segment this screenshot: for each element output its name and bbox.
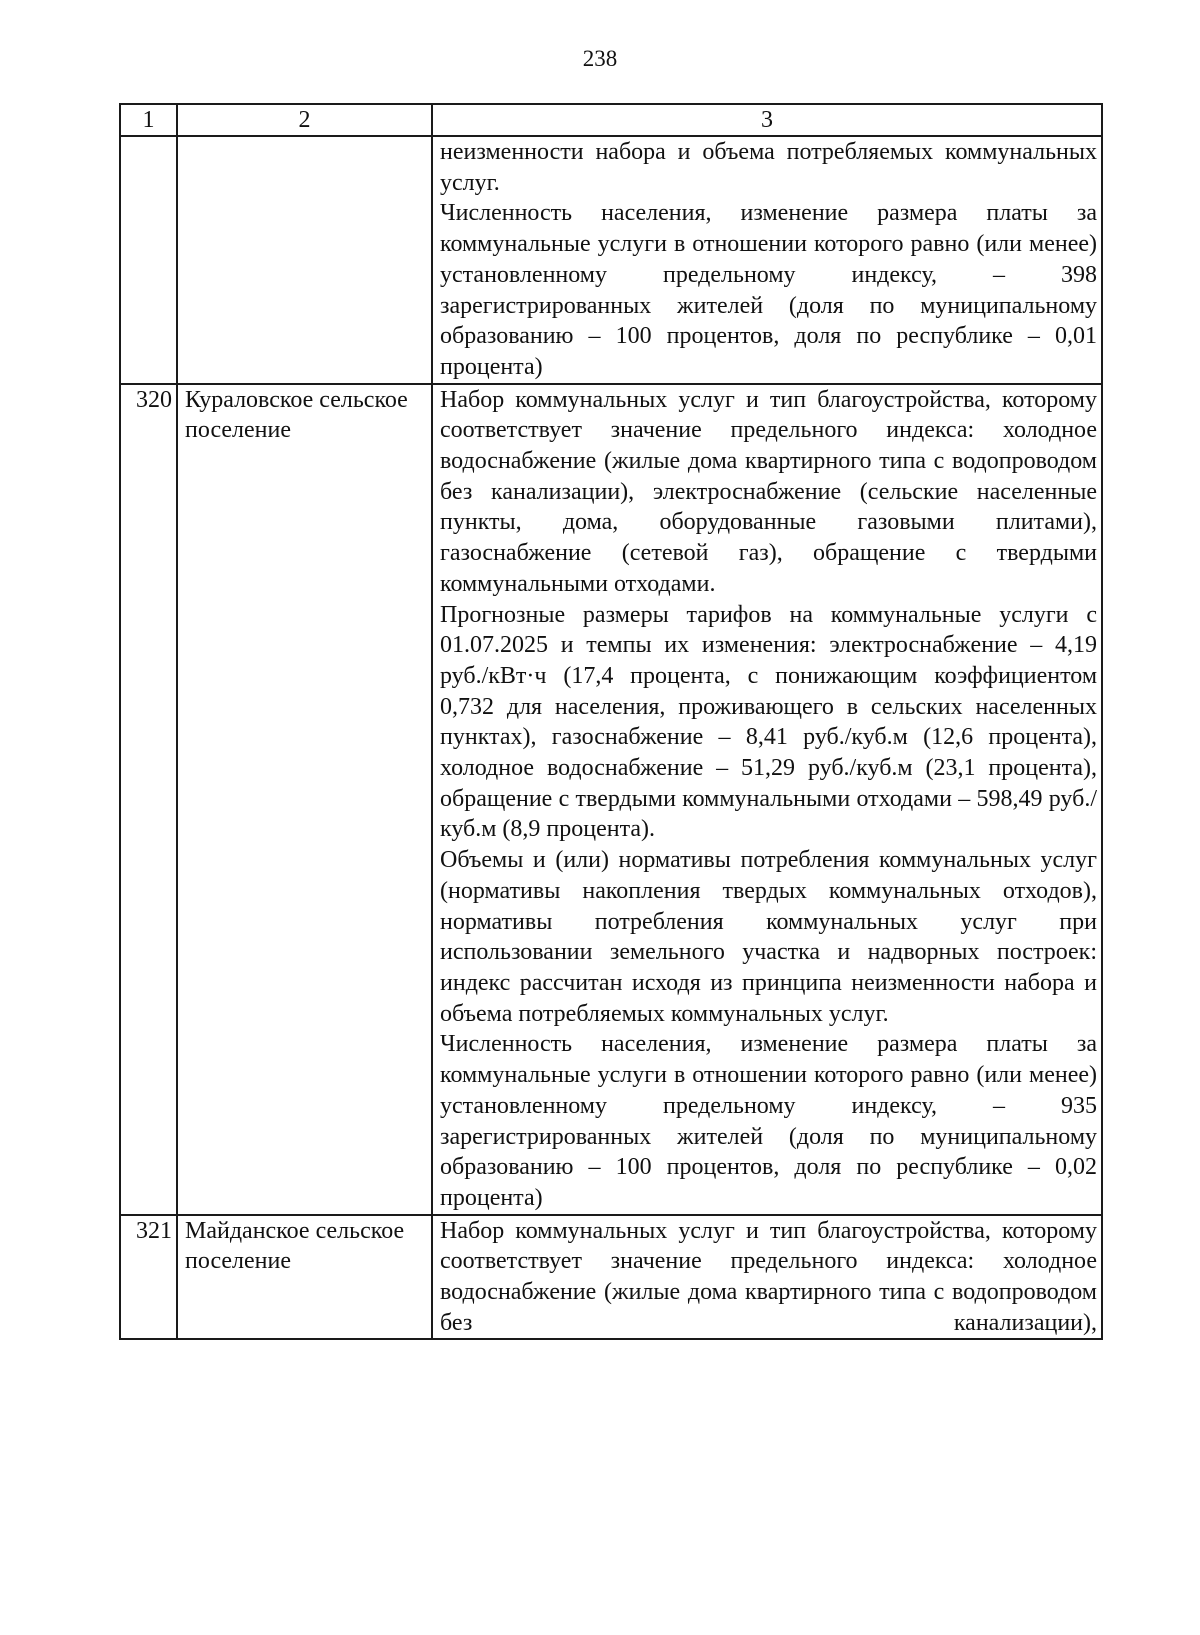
column-header-number: 1 <box>120 104 177 136</box>
description-cell <box>432 1215 1102 1340</box>
row-number: 320 <box>120 384 177 1215</box>
table-row <box>120 1215 1102 1340</box>
description-cell <box>432 384 1102 1215</box>
description-paragraph: Численность населения, изменение размера платы за коммунальные услуги в отношении которого равно (или менее) установленному предельному индексу, – 935 зарегистрированных жителей (доля по муниципальному образованию – 100 процентов, доля по республике – 0,02 процента) <box>440 1031 1097 1211</box>
municipality-name <box>177 136 432 384</box>
table-row <box>120 384 1102 1215</box>
description-paragraph: Численность населения, изменение размера платы за коммунальные услуги в отношении которого равно (или менее) установленному предельному индексу, – 398 зарегистрированных жителей (доля по муниципальному образованию – 100 процентов, доля по республике – 0,01 процента) <box>440 200 1097 380</box>
description-cell <box>432 136 1102 384</box>
row-number <box>120 136 177 384</box>
column-header-description: 3 <box>432 104 1102 136</box>
description-paragraph: неизменности набора и объема потребляемых коммунальных услуг. <box>440 139 1097 196</box>
description-paragraph: Набор коммунальных услуг и тип благоустройства, которому соответствует значение предельного индекса: холодное водоснабжение (жилые дома квартирного типа с водопроводом без канализации), электроснабжение (сельские населенные пункты, дома, оборудованные газовыми плитами), газоснабжение (сетевой газ), обращение с твердыми коммунальными отходами. <box>440 386 1097 597</box>
description-paragraph: Набор коммунальных услуг и тип благоустройства, которому соответствует значение предельного индекса: холодное водоснабжение (жилые дома квартирного типа с водопроводом без канализации), <box>440 1217 1097 1336</box>
description-paragraph: Объемы и (или) нормативы потребления коммунальных услуг (нормативы накопления твердых коммунальных отходов), нормативы потребления коммунальных услуг при использовании земельного участка и надворных построек: индекс рассчитан исходя из принципа неизменности набора и объема потребляемых коммунальных услуг. <box>440 847 1097 1027</box>
municipality-name: Кураловское сельское поселение <box>177 384 432 1215</box>
table-row <box>120 136 1102 384</box>
table-header-row <box>120 104 1102 136</box>
description-paragraph: Прогнозные размеры тарифов на коммунальные услуги с 01.07.2025 и темпы их изменения: электроснабжение – 4,19 руб./кВт·ч (17,4 процента, с понижающим коэффициентом 0,732 для населения, проживающего в сельских населенных пунктах), газоснабжение – 8,41 руб./куб.м (12,6 процента), холодное водоснабжение – 51,29 руб./куб.м (23,1 процента), обращение с твердыми коммунальными отходами – 598,49 руб./куб.м (8,9 процента). <box>440 601 1097 843</box>
page-number: 238 <box>582 46 618 71</box>
tariff-table <box>119 103 1103 1340</box>
municipality-name: Майданское сельское поселение <box>177 1215 432 1340</box>
column-header-municipality: 2 <box>177 104 432 136</box>
row-number: 321 <box>120 1215 177 1340</box>
